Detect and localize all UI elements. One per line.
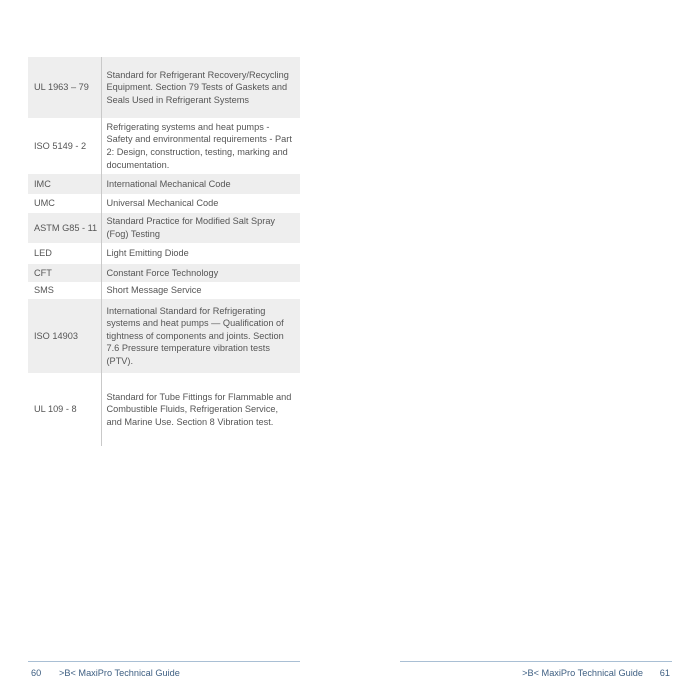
table-row bbox=[28, 264, 300, 282]
table-row bbox=[28, 194, 300, 213]
table-row bbox=[28, 118, 300, 174]
term-cell: ASTM G85 - 11 bbox=[28, 213, 101, 243]
table-row bbox=[28, 174, 300, 194]
term-cell: IMC bbox=[28, 174, 101, 194]
definition-cell: International Standard for Refrigerating systems and heat pumps — Qualification of tightness of components and joints. Section 7.6 Pressure temperature vibration tests (PTV). bbox=[101, 299, 300, 373]
term-cell: UL 109 - 8 bbox=[28, 373, 101, 446]
definition-cell: International Mechanical Code bbox=[101, 174, 300, 194]
term-cell: SMS bbox=[28, 282, 101, 299]
table-row bbox=[28, 213, 300, 243]
term-cell: LED bbox=[28, 243, 101, 264]
definition-cell: Light Emitting Diode bbox=[101, 243, 300, 264]
abbreviations-table bbox=[28, 57, 300, 446]
term-cell: ISO 5149 - 2 bbox=[28, 118, 101, 174]
table-row bbox=[28, 373, 300, 446]
guide-title-left: >B< MaxiPro Technical Guide bbox=[59, 668, 180, 678]
footer-divider-left bbox=[28, 661, 300, 662]
guide-title-right: >B< MaxiPro Technical Guide bbox=[522, 668, 643, 678]
term-cell: UMC bbox=[28, 194, 101, 213]
definition-cell: Standard Practice for Modified Salt Spray (Fog) Testing bbox=[101, 213, 300, 243]
page-number-right: 61 bbox=[659, 668, 670, 678]
table-row bbox=[28, 57, 300, 118]
definition-cell: Constant Force Technology bbox=[101, 264, 300, 282]
table-row bbox=[28, 282, 300, 299]
term-cell: CFT bbox=[28, 264, 101, 282]
definition-cell: Short Message Service bbox=[101, 282, 300, 299]
definition-cell: Refrigerating systems and heat pumps - Safety and environmental requirements - Part 2: Design, construction, testing, marking and documentation. bbox=[101, 118, 300, 174]
table-row bbox=[28, 299, 300, 373]
term-cell: ISO 14903 bbox=[28, 299, 101, 373]
definition-cell: Universal Mechanical Code bbox=[101, 194, 300, 213]
page-number-left: 60 bbox=[31, 668, 42, 678]
term-cell: UL 1963 – 79 bbox=[28, 57, 101, 118]
definition-cell: Standard for Tube Fittings for Flammable and Combustible Fluids, Refrigeration Service, and Marine Use. Section 8 Vibration test. bbox=[101, 373, 300, 446]
definition-cell: Standard for Refrigerant Recovery/Recycling Equipment. Section 79 Tests of Gaskets and Seals Used in Refrigerant Systems bbox=[101, 57, 300, 118]
table-row bbox=[28, 243, 300, 264]
footer-divider-right bbox=[400, 661, 672, 662]
